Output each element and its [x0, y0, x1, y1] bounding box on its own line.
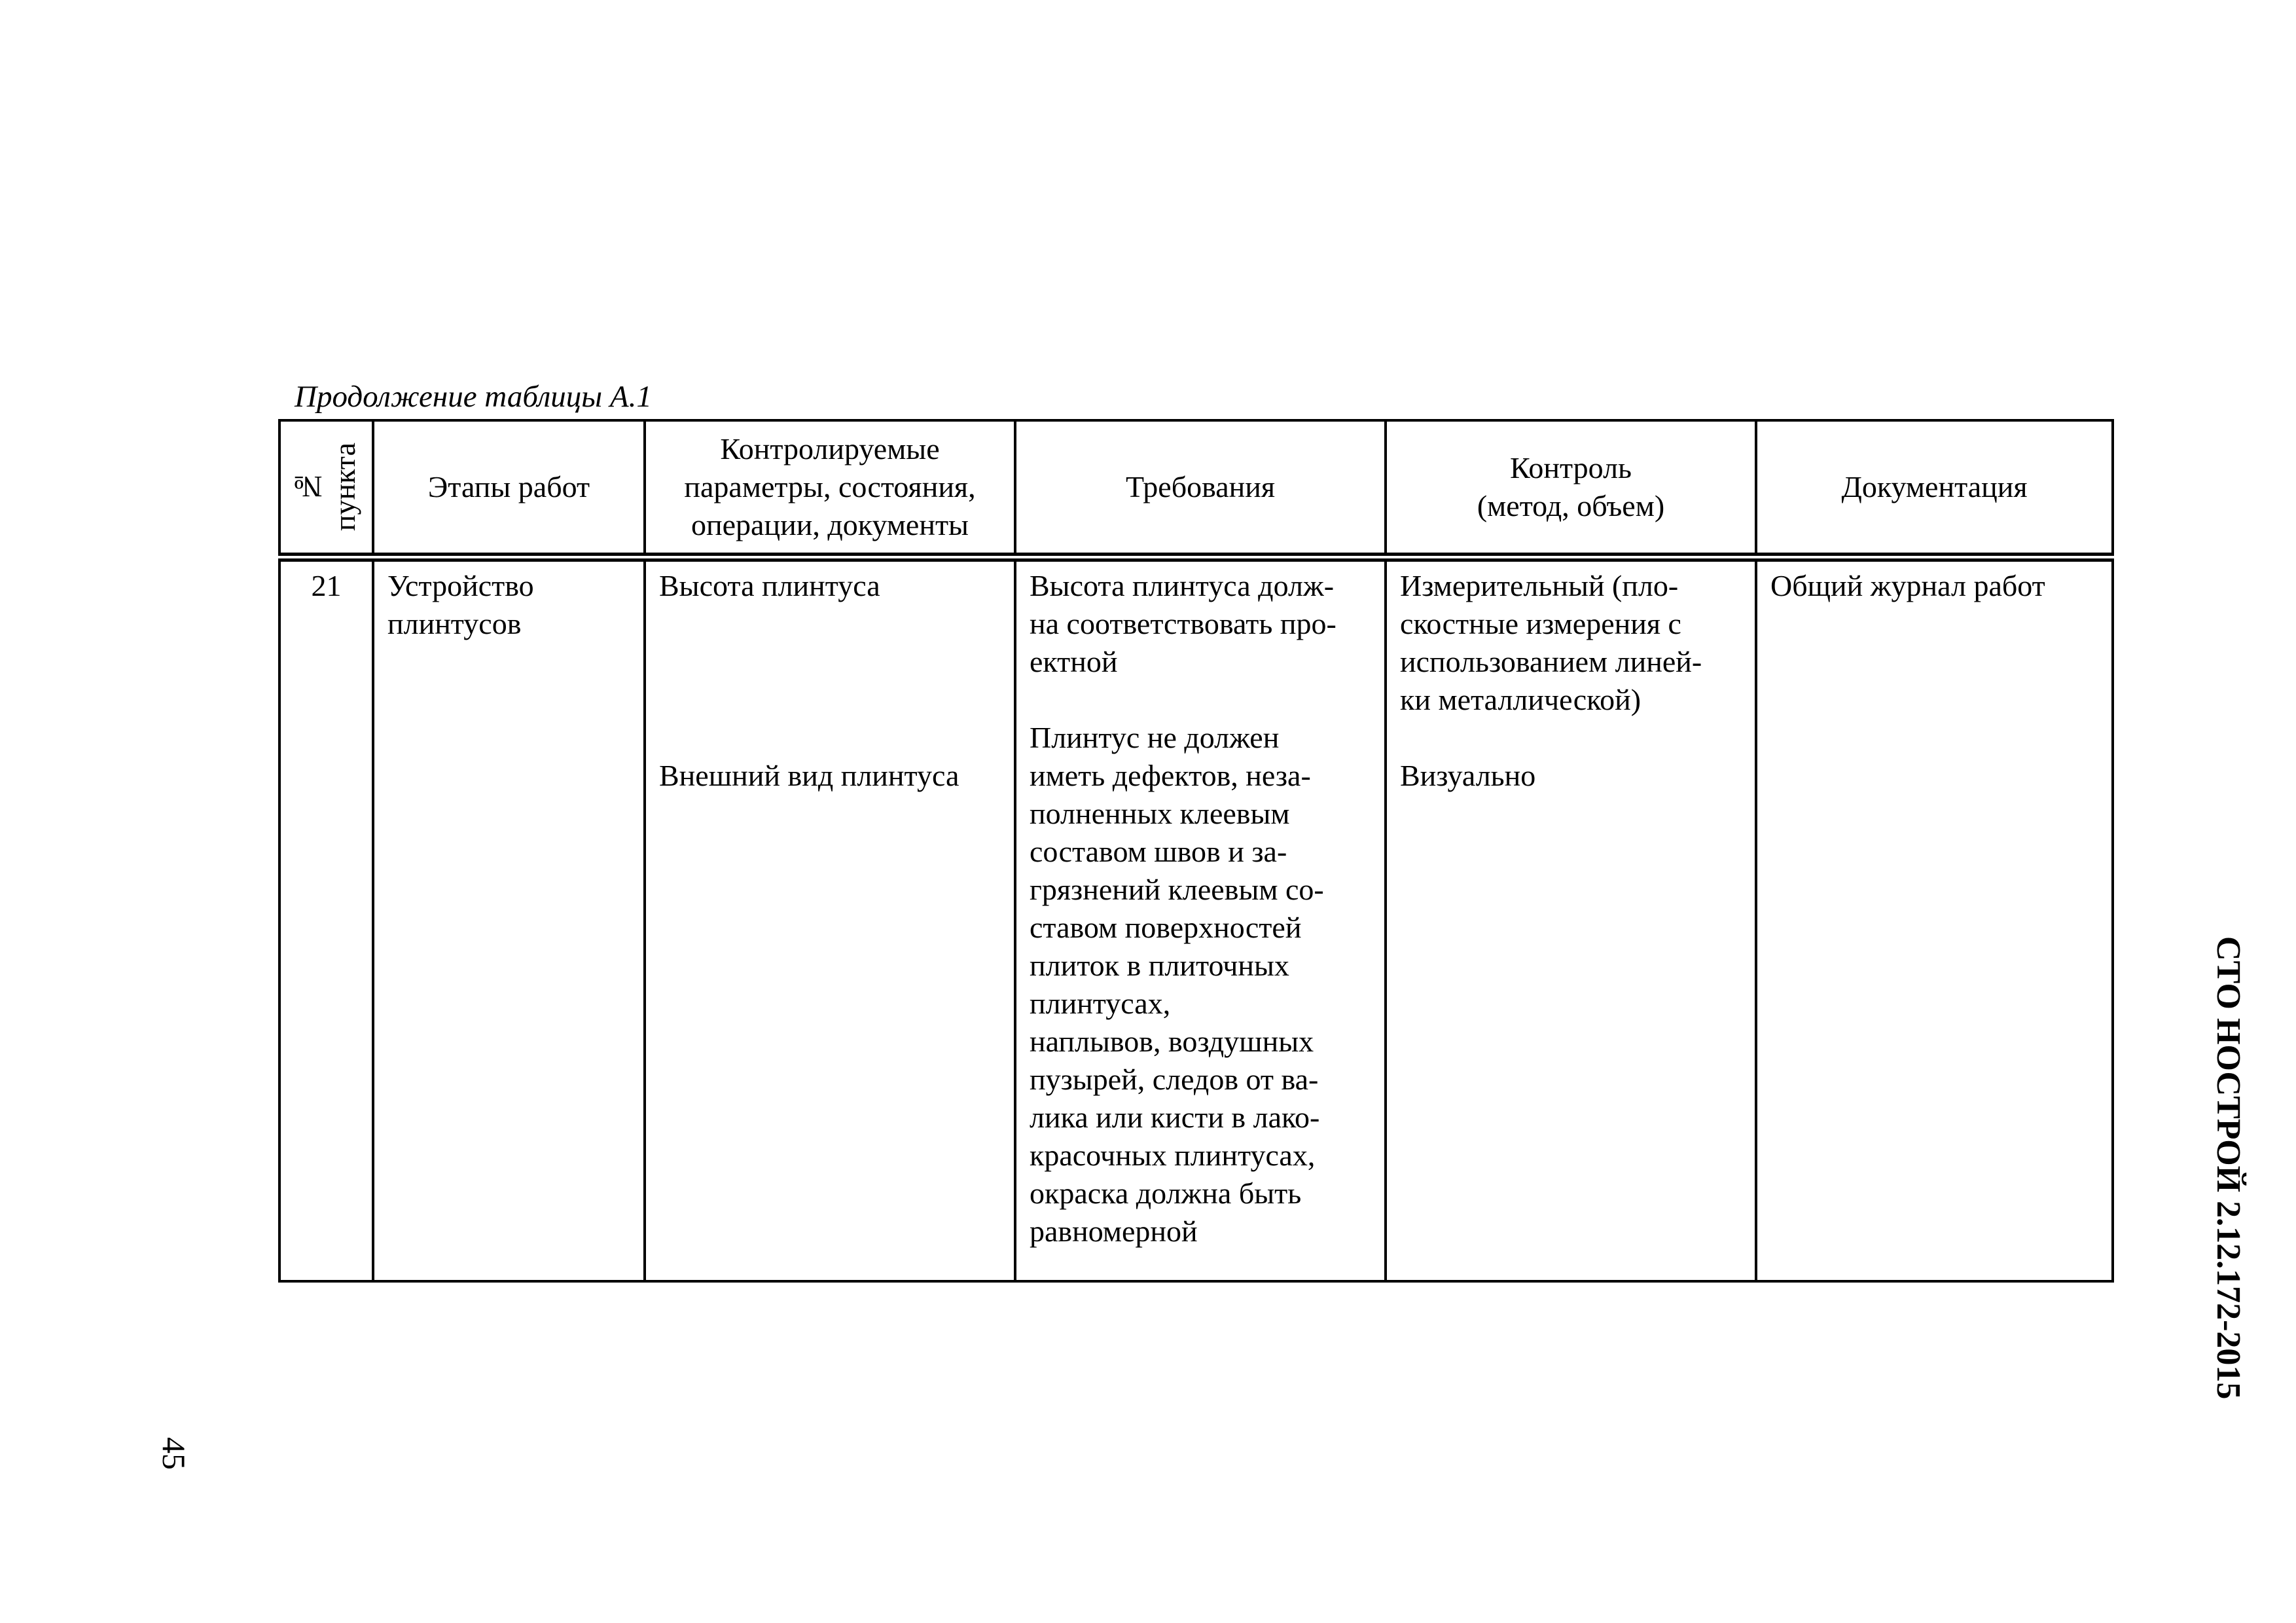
header-stage: Этапы работ — [373, 420, 645, 557]
standard-code: СТО НОСТРОЙ 2.12.172-2015 — [2210, 936, 2247, 1400]
table-caption: Продолжение таблицы А.1 — [295, 380, 652, 414]
param-item-2: Внешний вид плинтуса — [659, 759, 960, 792]
header-requirements: Требования — [1015, 420, 1386, 557]
header-num — [279, 420, 373, 557]
header-params: Контролируемые параметры, состояния, операции, документы — [645, 420, 1015, 557]
header-num-label: № пункта — [291, 443, 361, 532]
control-spacer — [1400, 719, 1742, 757]
row-params-cell — [645, 557, 1015, 1281]
table-row — [279, 557, 2113, 1281]
header-control: Контроль (метод, объем) — [1386, 420, 1756, 557]
control-item-1: Измерительный (пло- скостные измерения с использованием линей- ки металлической) — [1400, 569, 1702, 716]
row-requirements-cell — [1015, 557, 1386, 1281]
param-item-1: Высота плинтуса — [659, 569, 880, 602]
requirement-item-2: Плинтус не должен иметь дефектов, неза- полненных клеевым составом швов и за- грязнений клеевым со- ставом поверхностей плиток в плиточных плинтусах, наплывов, воздушных пузырей, следов от ва- лика или кисти в лако- красочных плинтусах, окраска должна быть равномерной — [1030, 721, 1324, 1248]
control-item-2: Визуально — [1400, 759, 1536, 792]
page-number: 45 — [156, 1437, 192, 1470]
row-stage-cell: Устройство плинтусов — [373, 557, 645, 1281]
row-docs-cell: Общий журнал работ — [1756, 557, 2113, 1281]
header-docs: Документация — [1756, 420, 2113, 557]
table-header-row — [279, 420, 2113, 557]
control-table — [278, 419, 2114, 1283]
requirement-spacer — [1030, 681, 1371, 719]
row-control-cell — [1386, 557, 1756, 1281]
row-num-cell: 21 — [279, 557, 373, 1281]
requirement-item-1: Высота плинтуса долж- на соответствовать про- ектной — [1030, 569, 1336, 678]
param-spacer — [659, 605, 1001, 757]
